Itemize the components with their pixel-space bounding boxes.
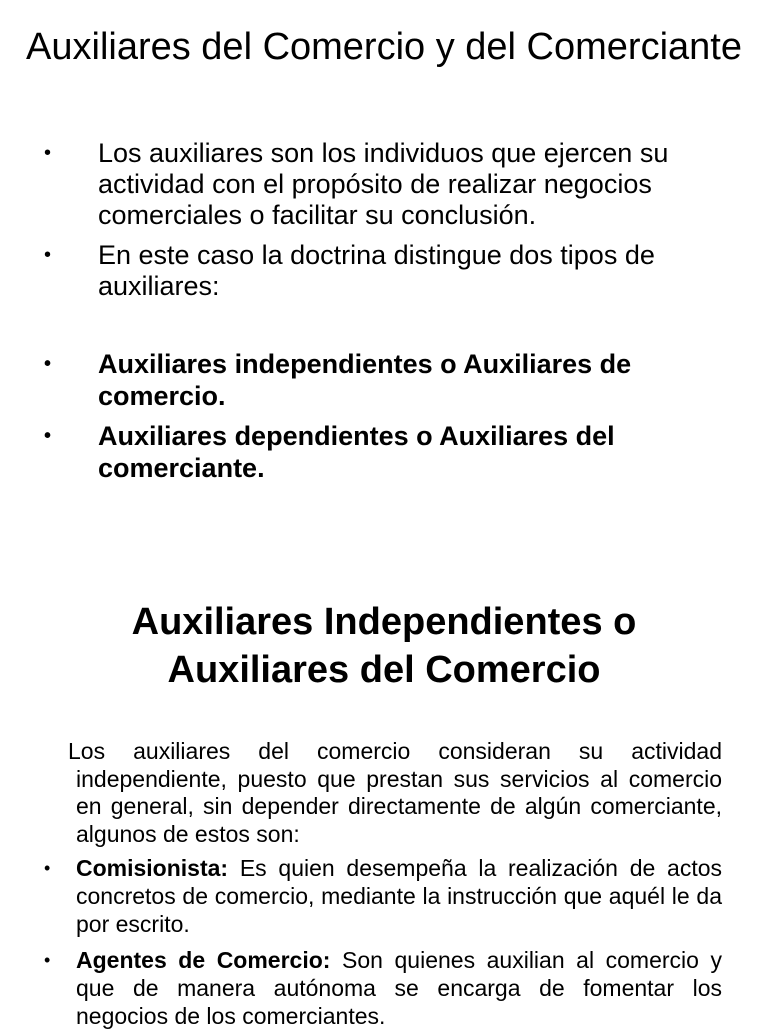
slide-1-bullet-item <box>0 240 768 302</box>
slide-1-bullet-list <box>0 138 768 484</box>
slide-2-title-line-1: Auxiliares Independientes o <box>131 601 637 643</box>
bullet-icon: • <box>44 244 52 266</box>
slide-2-intro <box>68 738 722 848</box>
slide-1-bullet-item <box>0 138 768 231</box>
bullet-text: Son quienes auxilian al comercio y que de manera autónoma se encarga de fomentar los negocios de los comerciantes. <box>76 947 722 1029</box>
slide-2-title-line-2: Auxiliares del Comercio <box>167 649 601 691</box>
bullet-term: Agentes de Comercio: <box>76 947 331 973</box>
slide-2-bullet-item <box>0 854 768 938</box>
bullet-text: En este caso la doctrina distingue dos tipos de auxiliares: <box>98 240 655 301</box>
bullet-text: Auxiliares dependientes o Auxiliares del comerciante. <box>98 421 615 483</box>
bullet-term: Comisionista: <box>76 855 229 881</box>
bullet-icon: • <box>44 142 52 164</box>
slide-1-bullet-item <box>0 348 768 412</box>
slide-2-title <box>0 598 768 694</box>
bullet-text: Auxiliares independientes o Auxiliares de comercio. <box>98 349 632 411</box>
slide-2-bullet-list <box>0 854 768 1030</box>
bullet-text: Es quien desempeña la realización de actos concretos de comercio, mediante la instrucción que aquél le da por escrito. <box>76 855 723 937</box>
bullet-text: Los auxiliares son los individuos que ejercen su actividad con el propósito de realizar negocios comerciales o facilitar su conclusión. <box>98 138 669 230</box>
slide-2-bullet-item <box>0 946 768 1030</box>
bullet-icon: • <box>44 425 52 447</box>
slide-1-title: Auxiliares del Comercio y del Comerciante <box>26 26 742 68</box>
bullet-icon: • <box>44 858 51 878</box>
intro-text: Los auxiliares del comercio consideran su actividad independiente, puesto que prestan sus servicios al comercio en general, sin depender directamente de algún comerciante, algunos de estos son: <box>68 738 722 847</box>
bullet-icon: • <box>44 353 52 375</box>
bullet-icon: • <box>44 950 51 970</box>
slide-2 <box>0 540 768 1029</box>
slide-1-bullet-item <box>0 420 768 484</box>
